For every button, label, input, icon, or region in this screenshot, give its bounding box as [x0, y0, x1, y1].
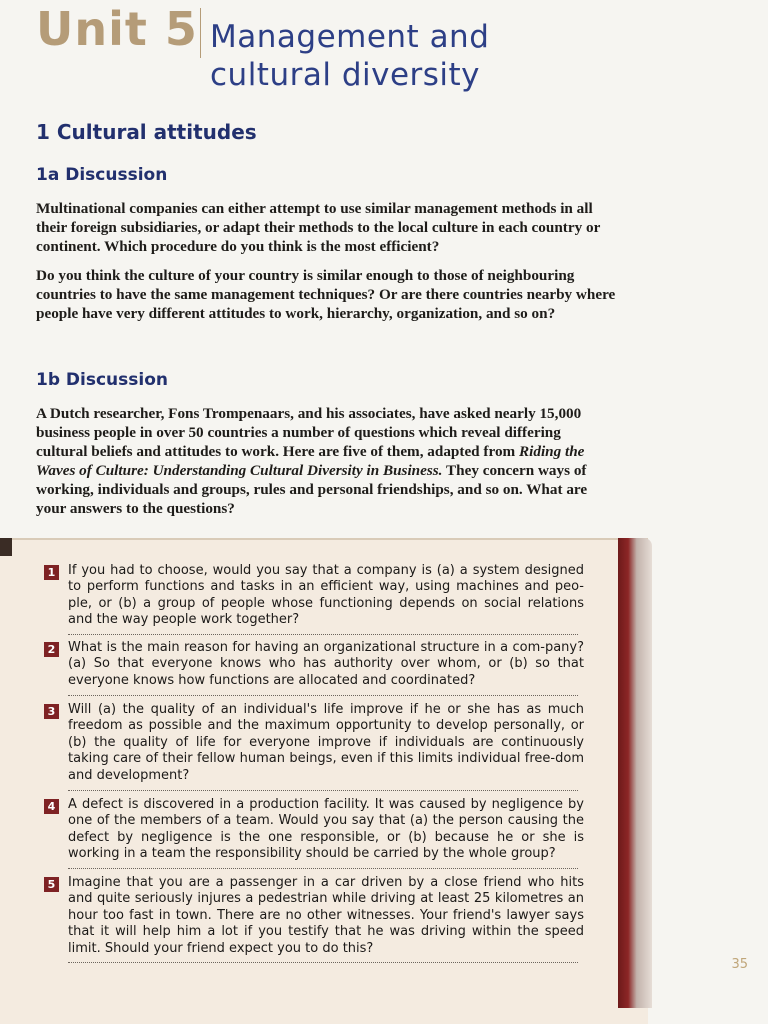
book-title: Riding the Waves of Culture: Understanding Cultural Diversity in Business. — [36, 443, 585, 479]
page-number: 35 — [731, 957, 748, 972]
paragraph-1a-1: Multinational companies can either attempt to use similar management methods in all their foreign subsidiaries, or adapt their methods to the local culture in each country or continent. Which procedure do you think is the most efficient? — [36, 200, 601, 255]
unit-title — [210, 18, 489, 94]
question-3 — [44, 702, 584, 784]
question-number-badge: 2 — [44, 642, 59, 657]
question-number-badge: 4 — [44, 799, 59, 814]
question-divider — [68, 868, 578, 869]
panel-corner — [0, 538, 12, 556]
question-2 — [44, 640, 584, 689]
subheading-1b: 1b Discussion — [36, 370, 168, 390]
question-divider — [68, 790, 578, 791]
question-divider — [68, 695, 578, 696]
question-divider — [68, 634, 578, 635]
title-divider — [200, 8, 201, 58]
unit-number: Unit 5 — [36, 2, 198, 56]
paragraph-1b-part1: A Dutch researcher, Fons Trompenaars, and his associates, have asked nearly 15,000 business people in over 50 countries a number of questions which reveal differing cultural beliefs and attitudes to work. Here are five of them, adapted from — [36, 405, 582, 460]
question-text: If you had to choose, would you say that a company is (a) a system designed to perform functions and tasks in an efficient way, using machines and peo-ple, or (b) a group of people whose functioning depends on social relations and the way people work together? — [68, 563, 584, 628]
question-5 — [44, 875, 584, 957]
question-divider — [68, 962, 578, 963]
question-number-badge: 1 — [44, 565, 59, 580]
paragraph-1a-2: Do you think the culture of your country is similar enough to those of neighbouring countries to have the same management techniques? Or are there countries nearby where people have very different attitudes to work, hierarchy, organization, and so on? — [36, 267, 616, 322]
question-text: Imagine that you are a passenger in a car driven by a close friend who hits and quite seriously injures a pedestrian while driving at least 25 kilometres an hour too fast in town. There are no other witnesses. Your friend's lawyer says that it will help him a lot if you testify that he was driving within the speed limit. Should your friend expect you to do this? — [68, 875, 584, 956]
unit-title-line-1: Management and — [210, 19, 490, 55]
question-text: What is the main reason for having an organizational structure in a com-pany? (a) So that everyone knows who has authority over whom, or (b) so that everyone knows how functions are allocated and coordinated? — [68, 640, 584, 688]
paragraph-1b-part2: They concern ways of working, individuals and groups, rules and personal friendships, and so on. What are your answers to the questions? — [36, 462, 588, 517]
paragraph-1b — [36, 404, 616, 518]
section-heading: 1 Cultural attitudes — [36, 120, 257, 144]
panel-side-tab — [618, 538, 652, 1008]
question-4 — [44, 797, 584, 863]
question-text: Will (a) the quality of an individual's life improve if he or she has as much freedom as possible and the maximum opportunity to develop personally, or (b) the quality of life for everyone improve if individuals are continuously taking care of their fellow human beings, even if this limits individual free-dom and development? — [68, 702, 584, 783]
question-1 — [44, 563, 584, 629]
unit-title-line-2: cultural diversity — [210, 57, 481, 93]
question-text: A defect is discovered in a production facility. It was caused by negligence by one of the members of a team. Would you say that (a) the person causing the defect by negligence is the one responsible, or (b) because he or she is working in a team the responsibility should be carried by the whole group? — [68, 797, 584, 862]
question-number-badge: 5 — [44, 877, 59, 892]
question-number-badge: 3 — [44, 704, 59, 719]
subheading-1a: 1a Discussion — [36, 165, 168, 185]
